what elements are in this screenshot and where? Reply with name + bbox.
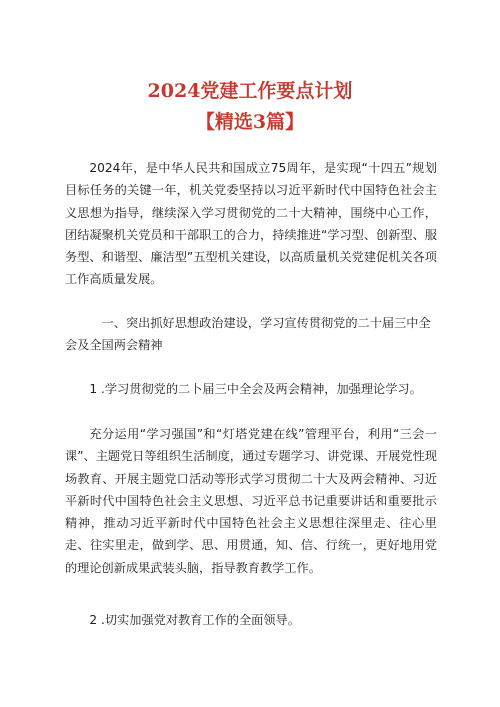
document-subtitle: 【精选3篇】: [195, 111, 305, 133]
item-body-1: 充分运用“学习强国”和“灯塔党建在线”管理平台，利用“三会一课”、主题党日等组织生活制度，通过专题学习、讲党课、开展党性现场教育、开展主题党口活动等形式学习贯彻二十大及两会精神、习近平新时代中国特色社会主义思想、习近平总书记重要讲话和重要批示精神，推动习近平新时代中国特色社会主义思想往深里走、往心里走、往实里走，做到学、思、用贯通，知、信、行统一，更好地用党的理论创新成果武装头脑，指导教育教学工作。: [65, 427, 437, 575]
intro-paragraph: 2024年，是中华人民共和国成立75周年，是实现“十四五”规划目标任务的关键一年，机关党委坚持以习近平新时代中国特色社会主义思想为指导，继续深入学习贯彻党的二十大精神，围绕中心工作，团结凝聚机关党员和干部职工的合力，持续推进“学习型、创新型、服务型、和谐型、廉洁型”五型机关建设，以高质量机关党建促机关各项工作高质量发展。: [65, 161, 437, 287]
document-title: 2024党建工作要点计划: [147, 80, 353, 102]
item-heading-2: 2 .切实加强党对教育工作的全面领导。: [89, 613, 300, 627]
item-heading-1: 1 .学习贯彻党的二卜届三中全会及两会精神，加强理论学习。: [89, 382, 422, 396]
section-heading-1: 一、突出抓好思想政治建设，学习宣传贯彻党的二十届三中全会及全国两会精神: [65, 316, 431, 353]
